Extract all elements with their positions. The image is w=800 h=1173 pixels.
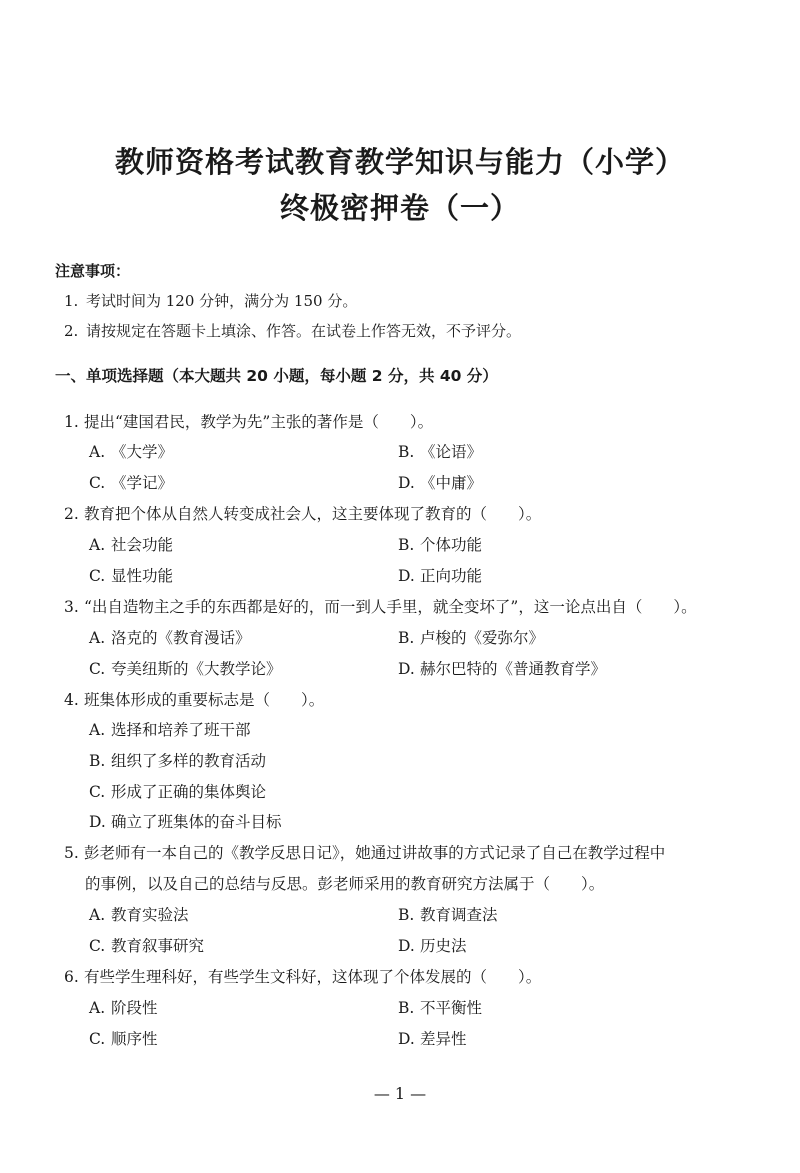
option-b xyxy=(89,749,266,771)
question-number: 2. xyxy=(64,505,79,523)
option-a xyxy=(89,626,251,648)
option-letter: D. xyxy=(398,1030,415,1048)
question-text: 彭老师有一本自己的《教学反思日记》，她通过讲故事的方式记录了自己在教学过程中 xyxy=(84,844,666,862)
option-text: 历史法 xyxy=(420,937,467,955)
question-stem xyxy=(64,965,541,987)
option-d xyxy=(398,657,606,679)
option-b xyxy=(398,903,498,925)
question-text: 提出“建国君民，教学为先”主张的著作是（ ）。 xyxy=(84,413,434,431)
option-text: 《论语》 xyxy=(420,443,483,461)
option-letter: B. xyxy=(398,906,415,924)
question-stem xyxy=(64,688,324,710)
option-letter: A. xyxy=(89,999,106,1017)
option-letter: B. xyxy=(398,443,415,461)
notice-item xyxy=(64,320,521,341)
option-text: 教育调查法 xyxy=(420,906,498,924)
section-title: 一、单项选择题（本大题共 20 小题，每小题 2 分，共 40 分） xyxy=(55,367,498,385)
option-d xyxy=(398,1027,467,1049)
option-letter: D. xyxy=(89,813,106,831)
option-text: 教育实验法 xyxy=(111,906,189,924)
question-stem xyxy=(64,502,541,524)
option-text: 赫尔巴特的《普通教育学》 xyxy=(420,660,607,678)
option-c xyxy=(89,471,173,493)
option-c xyxy=(89,780,266,802)
option-letter: B. xyxy=(398,536,415,554)
option-text: 选择和培养了班干部 xyxy=(111,721,251,739)
option-letter: A. xyxy=(89,629,106,647)
option-letter: B. xyxy=(398,999,415,1017)
notice-item-text: 考试时间为 120 分钟，满分为 150 分。 xyxy=(86,292,358,310)
option-c xyxy=(89,1027,158,1049)
option-letter: D. xyxy=(398,937,415,955)
option-text: 个体功能 xyxy=(420,536,483,554)
option-d xyxy=(89,810,282,832)
option-letter: A. xyxy=(89,906,106,924)
option-text: 形成了正确的集体舆论 xyxy=(111,783,267,801)
question-stem xyxy=(64,595,697,617)
question-number: 6. xyxy=(64,968,79,986)
page-number: — 1 — xyxy=(373,1084,427,1103)
option-letter: A. xyxy=(89,443,106,461)
option-b xyxy=(398,626,544,648)
option-letter: C. xyxy=(89,660,106,678)
option-b xyxy=(398,996,482,1018)
option-letter: A. xyxy=(89,536,106,554)
option-text: 显性功能 xyxy=(111,567,174,585)
question-number: 5. xyxy=(64,844,79,862)
option-letter: C. xyxy=(89,937,106,955)
option-letter: A. xyxy=(89,721,106,739)
option-d xyxy=(398,564,482,586)
option-a xyxy=(89,718,251,740)
notice-item-number: 1. xyxy=(64,292,79,310)
option-text: 确立了班集体的奋斗目标 xyxy=(111,813,282,831)
question-text-continued: 的事例，以及自己的总结与反思。彭老师采用的教育研究方法属于（ ）。 xyxy=(85,875,605,893)
option-a xyxy=(89,533,173,555)
option-letter: C. xyxy=(89,474,106,492)
question-number: 4. xyxy=(64,691,79,709)
question-text: 班集体形成的重要标志是（ ）。 xyxy=(84,691,325,709)
exam-title: 教师资格考试教育教学知识与能力（小学） xyxy=(114,145,685,179)
option-letter: D. xyxy=(398,567,415,585)
option-text: 卢梭的《爱弥尔》 xyxy=(420,629,545,647)
exam-subtitle: 终极密押卷（一） xyxy=(279,191,520,225)
option-letter: C. xyxy=(89,567,106,585)
option-text: 夸美纽斯的《大教学论》 xyxy=(111,660,282,678)
option-text: 教育叙事研究 xyxy=(111,937,205,955)
question-number: 1. xyxy=(64,413,79,431)
option-letter: D. xyxy=(398,474,415,492)
option-b xyxy=(398,440,482,462)
option-text: 洛克的《教育漫话》 xyxy=(111,629,251,647)
option-text: 顺序性 xyxy=(111,1030,158,1048)
option-text: 正向功能 xyxy=(420,567,483,585)
option-text: 不平衡性 xyxy=(420,999,483,1017)
option-text: 差异性 xyxy=(420,1030,467,1048)
option-a xyxy=(89,440,173,462)
option-a xyxy=(89,903,189,925)
option-letter: C. xyxy=(89,1030,106,1048)
option-letter: D. xyxy=(398,660,415,678)
question-text: “出自造物主之手的东西都是好的，而一到人手里，就全变坏了”，这一论点出自（ ）。 xyxy=(84,598,697,616)
option-a xyxy=(89,996,158,1018)
option-c xyxy=(89,934,204,956)
option-text: 《大学》 xyxy=(111,443,174,461)
option-letter: C. xyxy=(89,783,106,801)
question-text: 有些学生理科好，有些学生文科好，这体现了个体发展的（ ）。 xyxy=(84,968,542,986)
notice-heading: 注意事项： xyxy=(55,262,131,280)
option-d xyxy=(398,934,467,956)
notice-item-number: 2. xyxy=(64,322,79,340)
question-text: 教育把个体从自然人转变成社会人，这主要体现了教育的（ ）。 xyxy=(84,505,542,523)
option-b xyxy=(398,533,482,555)
option-c xyxy=(89,564,173,586)
option-letter: B. xyxy=(398,629,415,647)
option-d xyxy=(398,471,482,493)
option-text: 阶段性 xyxy=(111,999,158,1017)
question-stem xyxy=(64,841,665,863)
option-text: 《学记》 xyxy=(111,474,174,492)
option-c xyxy=(89,657,282,679)
notice-item xyxy=(64,290,357,311)
question-stem xyxy=(64,410,433,432)
option-text: 组织了多样的教育活动 xyxy=(111,752,267,770)
option-text: 《中庸》 xyxy=(420,474,483,492)
option-letter: B. xyxy=(89,752,106,770)
option-text: 社会功能 xyxy=(111,536,174,554)
notice-item-text: 请按规定在答题卡上填涂、作答。在试卷上作答无效，不予评分。 xyxy=(86,322,522,340)
question-number: 3. xyxy=(64,598,79,616)
